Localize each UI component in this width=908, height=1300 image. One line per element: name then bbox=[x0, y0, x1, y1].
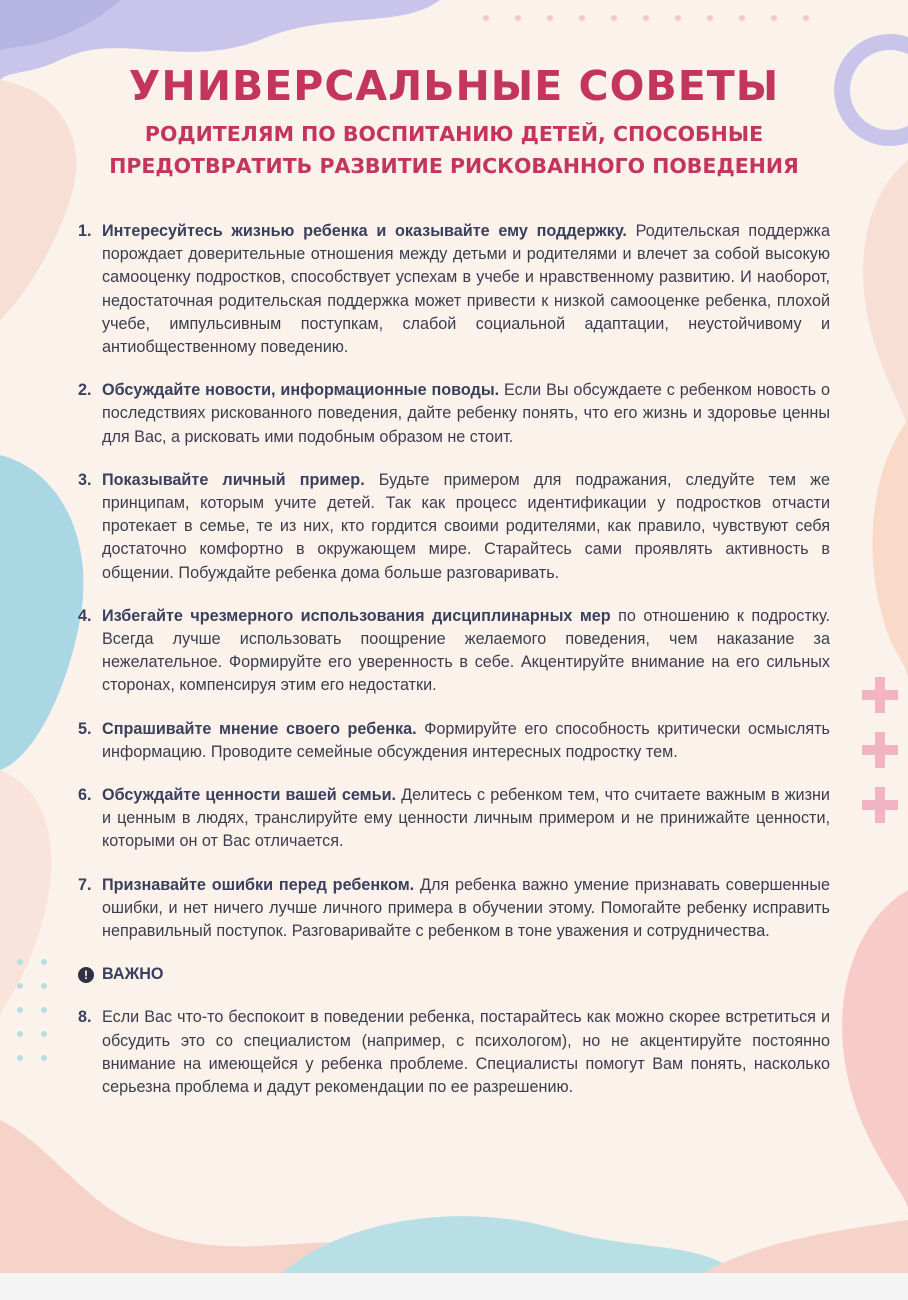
tip-number: 6. bbox=[78, 786, 92, 805]
tips-list bbox=[78, 220, 830, 1119]
tip-lead: Показывайте личный пример. bbox=[102, 470, 365, 489]
tip-item-4 bbox=[78, 605, 830, 698]
tip-body: Формируйте его способность критически осмыслять информацию. Проводите семейные обсуждения интересных подростку тем. bbox=[102, 719, 830, 761]
tip-number: 5. bbox=[78, 719, 92, 738]
tip-item-1 bbox=[78, 220, 830, 359]
tip-lead: Спрашивайте мнение своего ребенка. bbox=[102, 719, 417, 738]
tip-body: Родительская поддержка порождает доверительные отношения между детьми и родителями и влечет за собой высокую самооценку подростков, способствует успехам в учебе и нравственному развитию. И наоборот, недостаточная родительская поддержка может привести к низкой самооценке ребенка, плохой учебе, импульсивным поступкам, слабой социальной адаптации, неустойчивому и антиобщественному поведению. bbox=[102, 222, 830, 357]
tip-body: Если Вы обсуждаете с ребенком новость о последствиях рискованного поведения, дайте ребенку понять, что его жизнь и здоровье ценны для Вас, а рисковать ими подобным образом не стоит. bbox=[102, 381, 831, 446]
tip-lead: Признавайте ошибки перед ребенком. bbox=[102, 875, 415, 894]
tip-number: 1. bbox=[78, 222, 92, 240]
tip-item-7 bbox=[78, 874, 830, 944]
bottom-bar bbox=[0, 1273, 908, 1300]
page-title: УНИВЕРСАЛЬНЫЕ СОВЕТЫ bbox=[128, 62, 780, 110]
important-heading bbox=[78, 963, 830, 986]
tip-body: Будьте примером для подражания, следуйте тем же принципам, которым учите детей. Так как процесс идентификации у подростков отчасти протекает в семье, те из них, кто гордится своими родителями, как правило, чувствуют себя достаточно комфортно в окружающем мире. Старайтесь сами проявлять активность в общении. Побуждайте ребенка дома больше разговаривать. bbox=[102, 470, 830, 582]
tip-body: Делитесь с ребенком тем, что считаете важным в жизни и ценным в людях, транслируйте ему ценности личным примером и не принижайте ценности, которыми он от Вас отличается. bbox=[102, 786, 830, 851]
tip-number: 4. bbox=[78, 606, 92, 625]
important-label: ВАЖНО bbox=[102, 965, 164, 984]
tip-item-5 bbox=[78, 718, 830, 764]
exclamation-circle-icon: ! bbox=[78, 967, 94, 983]
page-subtitle: РОДИТЕЛЯМ ПО ВОСПИТАНИЮ ДЕТЕЙ, СПОСОБНЫЕ ПРЕДОТВРАТИТЬ РАЗВИТИЕ РИСКОВАННОГО ПОВЕДЕНИЯ bbox=[109, 122, 799, 178]
tip-lead: Интересуйтесь жизнью ребенка и оказывайте ему поддержку. bbox=[102, 222, 627, 240]
tip-lead: Избегайте чрезмерного использования дисциплинарных мер bbox=[102, 606, 611, 625]
tip-number: 8. bbox=[78, 1008, 92, 1027]
tip-item-2 bbox=[78, 379, 830, 449]
tip-lead: Обсуждайте ценности вашей семьи. bbox=[102, 786, 397, 805]
tip-body: Для ребенка важно умение признавать совершенные ошибки, и нет ничего лучше личного примера в обучении этому. Помогайте ребенку исправить неправильный поступок. Разговаривайте с ребенком в тоне уважения и сотрудничества. bbox=[102, 875, 831, 941]
tip-item-6 bbox=[78, 784, 830, 854]
tip-item-3 bbox=[78, 469, 830, 585]
tip-lead: Обсуждайте новости, информационные поводы. bbox=[102, 381, 500, 400]
tip-number: 7. bbox=[78, 875, 92, 894]
tip-number: 3. bbox=[78, 470, 92, 489]
tip-item-8 bbox=[78, 1006, 830, 1099]
tip-body: по отношению к подростку. Всегда лучше использовать поощрение желаемого поведения, чем наказание за нежелательное. Формируйте его уверенность в себе. Акцентируйте внимание на его сильных сторонах, компенсируя этим его недостатки. bbox=[102, 606, 831, 695]
tip-number: 2. bbox=[78, 381, 92, 400]
tip-body: Если Вас что-то беспокоит в поведении ребенка, постарайтесь как можно скорее встретиться и обсудить это со специалистом (например, с психологом), но не акцентируйте постоянно внимание на имеющейся у ребенка проблеме. Специалисты помогут Вам понять, насколько серьезна проблема и дадут рекомендации по ее разрешению. bbox=[102, 1008, 830, 1097]
